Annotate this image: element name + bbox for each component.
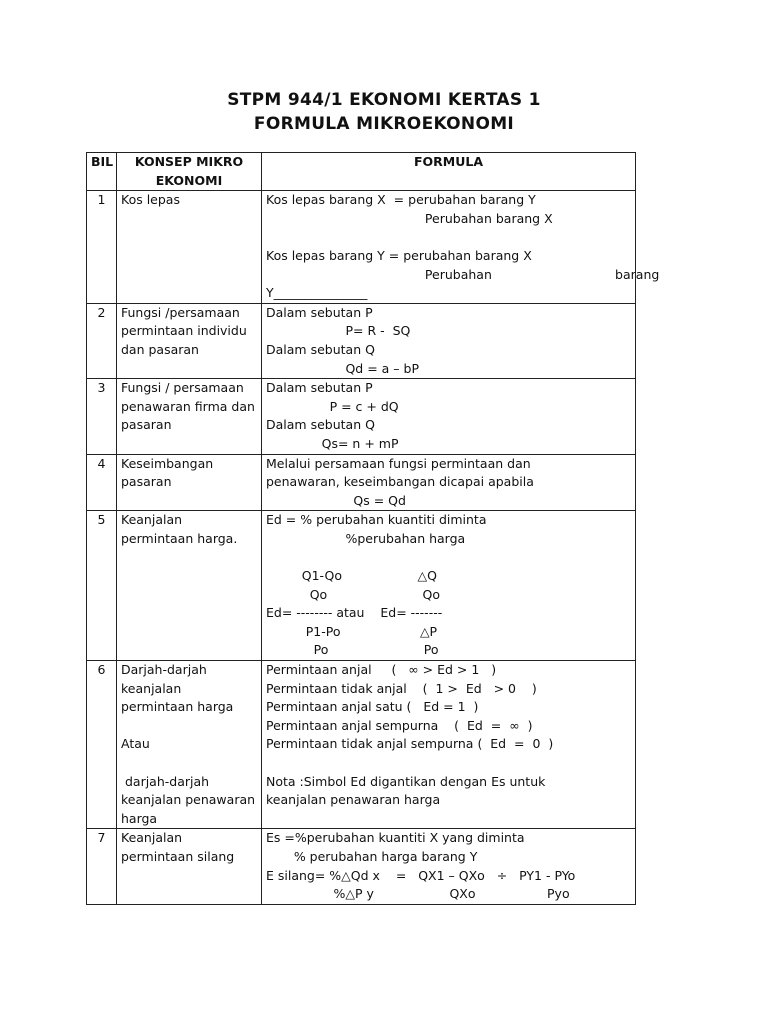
header-konsep-line: EKONOMI [155, 172, 223, 188]
formula-line: Qs= n + mP [266, 435, 399, 451]
formula-line: Permintaan tidak anjal sempurna ( Ed = 0 ) [266, 736, 554, 752]
formula-line: Dalam sebutan Q [266, 417, 375, 433]
formula-line: Po Po [266, 642, 439, 658]
formula-line: Kos lepas barang Y = perubahan barang X [266, 247, 532, 263]
konsep-line: pasaran [121, 474, 172, 490]
formula-line: Y_______________ [266, 285, 368, 301]
formula-cell [262, 829, 636, 904]
konsep-line: Fungsi /persamaan [121, 304, 240, 320]
formula-line: E silang= %△Qd x = QX1 – QXo ÷ PY1 - PYo [266, 867, 576, 883]
document-subtitle: FORMULA MIKROEKONOMI [253, 114, 515, 134]
header-konsep [117, 153, 262, 191]
konsep-cell [117, 511, 262, 661]
konsep-line: Kos lepas [121, 192, 180, 208]
formula-cell [262, 303, 636, 378]
formula-line: Qs = Qd [266, 492, 406, 508]
formula-cell [262, 379, 636, 454]
table-row [87, 303, 636, 378]
formula-line: Es =%perubahan kuantiti X yang diminta [266, 830, 525, 846]
formula-line: Nota :Simbol Ed digantikan dengan Es untuk [266, 773, 546, 789]
formula-line: Kos lepas barang X = perubahan barang Y [266, 192, 536, 208]
formula-line: %△P y QXo Pyo [266, 886, 570, 902]
formula-line: Permintaan anjal satu ( Ed = 1 ) [266, 699, 479, 715]
konsep-line [121, 754, 257, 773]
row-number: 7 [87, 829, 117, 904]
formula-line: Qo Qo [266, 586, 441, 602]
row-number: 4 [87, 454, 117, 511]
formula-line: keanjalan penawaran harga [266, 792, 441, 808]
konsep-line: permintaan silang [121, 848, 235, 864]
formula-line [266, 548, 631, 567]
konsep-line: permintaan individu [121, 323, 247, 339]
konsep-cell [117, 379, 262, 454]
formula-line: Permintaan anjal ( ∞ > Ed > 1 ) [266, 662, 497, 678]
document-title: STPM 944/1 EKONOMI KERTAS 1 [227, 90, 541, 110]
table-row [87, 191, 636, 304]
formula-line: Ed= -------- atau Ed= ------- [266, 605, 443, 621]
konsep-cell [117, 661, 262, 829]
formula-line: Perubahan barang [266, 266, 660, 282]
formula-cell [262, 454, 636, 511]
table-row [87, 829, 636, 904]
header-konsep-line: KONSEP MIKRO [134, 154, 244, 169]
formula-line: P = c + dQ [266, 398, 399, 414]
formula-line: Perubahan barang X [266, 210, 553, 226]
formula-line: P= R - SQ [266, 323, 411, 339]
table-row [87, 511, 636, 661]
row-number: 3 [87, 379, 117, 454]
formula-line: Dalam sebutan Q [266, 341, 375, 357]
konsep-line: permintaan harga. [121, 530, 238, 546]
konsep-line: Keseimbangan [121, 455, 214, 471]
konsep-cell [117, 303, 262, 378]
formula-table [86, 152, 660, 905]
konsep-cell [117, 829, 262, 904]
formula-line: penawaran, keseimbangan dicapai apabila [266, 474, 534, 490]
konsep-line: keanjalan [121, 680, 182, 696]
formula-line: Permintaan anjal sempurna ( Ed = ∞ ) [266, 717, 533, 733]
konsep-line: permintaan harga [121, 699, 234, 715]
konsep-cell [117, 454, 262, 511]
formula-line: %perubahan harga [266, 530, 466, 546]
formula-line: Dalam sebutan P [266, 380, 373, 396]
formula-line: Permintaan tidak anjal ( 1 > Ed > 0 ) [266, 680, 537, 696]
konsep-line: Darjah-darjah [121, 662, 207, 678]
konsep-line: darjah-darjah [121, 773, 210, 789]
table-row [87, 661, 636, 829]
header-formula: FORMULA [262, 153, 636, 191]
formula-cell [262, 191, 660, 304]
formula-cell [262, 511, 636, 661]
konsep-cell [117, 191, 262, 304]
konsep-line [121, 717, 257, 736]
konsep-line: Atau [121, 736, 150, 752]
konsep-line: Keanjalan [121, 830, 183, 846]
row-number: 6 [87, 661, 117, 829]
formula-cell [262, 661, 636, 829]
formula-line: P1-Po △P [266, 623, 438, 639]
row-number: 2 [87, 303, 117, 378]
formula-line [266, 228, 631, 247]
konsep-line: pasaran [121, 417, 172, 433]
konsep-line: harga [121, 810, 158, 826]
formula-line [266, 754, 631, 773]
formula-line: Qd = a – bP [266, 360, 419, 376]
header-bil: BIL [87, 153, 117, 191]
formula-line: Melalui persamaan fungsi permintaan dan [266, 455, 531, 471]
formula-line: Ed = % perubahan kuantiti diminta [266, 512, 487, 528]
formula-line: Dalam sebutan P [266, 304, 373, 320]
konsep-line: keanjalan penawaran [121, 792, 256, 808]
table-header-row [87, 153, 636, 191]
table-row [87, 379, 636, 454]
table-row [87, 454, 636, 511]
konsep-line: Fungsi / persamaan [121, 380, 244, 396]
row-number: 5 [87, 511, 117, 661]
formula-line: Q1-Qo △Q [266, 568, 437, 584]
row-number: 1 [87, 191, 117, 304]
formula-line: % perubahan harga barang Y [266, 848, 478, 864]
konsep-line: Keanjalan [121, 512, 183, 528]
konsep-line: dan pasaran [121, 341, 199, 357]
konsep-line: penawaran firma dan [121, 398, 255, 414]
